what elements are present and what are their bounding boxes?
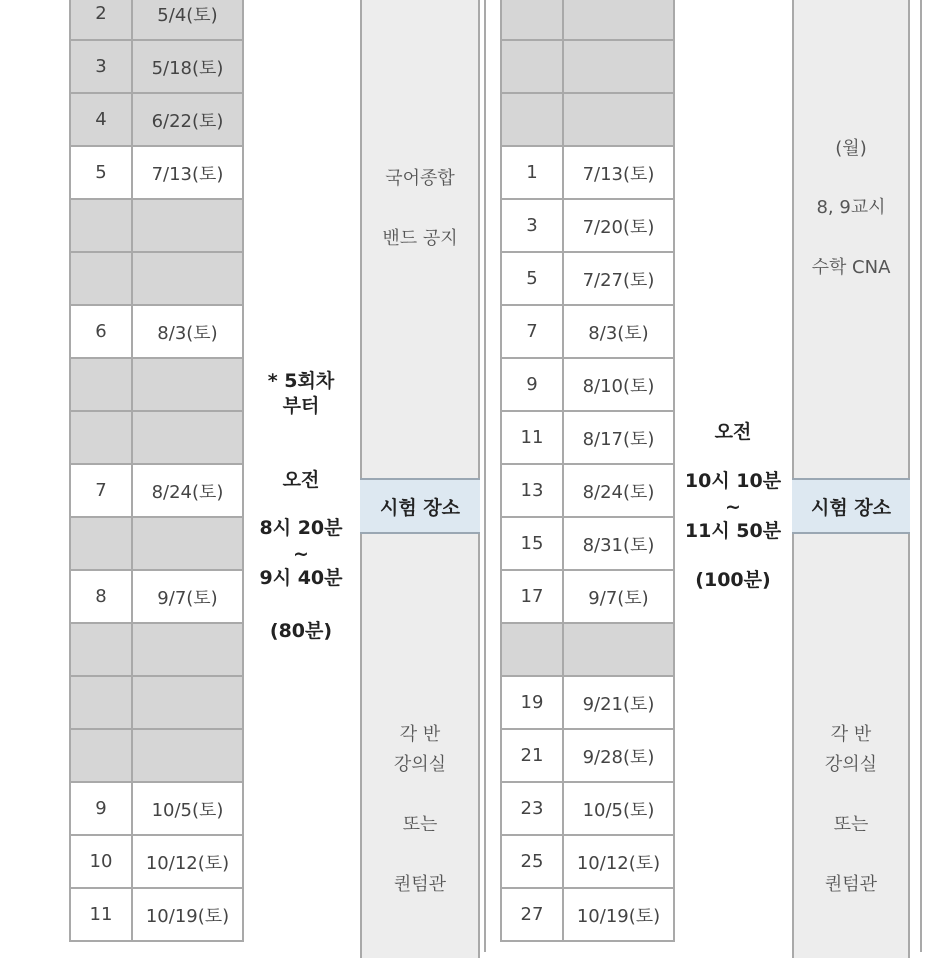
- right-place-line-4: 퀀텀관: [824, 874, 878, 895]
- right-time-period: 오전: [714, 421, 752, 443]
- exam-date-cell: [563, 623, 674, 676]
- exam-date-cell: [132, 252, 243, 305]
- round-number-cell: 21: [501, 729, 563, 782]
- exam-date-cell: 8/31(토): [563, 517, 674, 570]
- schedule-row: [501, 411, 674, 464]
- right-notice-line-1: (월): [835, 138, 867, 159]
- exam-date-cell: 9/7(토): [563, 570, 674, 623]
- exam-date-cell: 10/12(토): [563, 835, 674, 888]
- right-time-end: 11시 50분: [684, 520, 782, 542]
- schedule-row: [70, 146, 243, 199]
- schedule-row: [501, 252, 674, 305]
- exam-date-cell: [132, 358, 243, 411]
- schedule-row: [501, 570, 674, 623]
- round-number-cell: 25: [501, 835, 563, 888]
- round-number-cell: 9: [501, 358, 563, 411]
- schedule-row: [70, 835, 243, 888]
- round-number-cell: [70, 411, 132, 464]
- schedule-row: [70, 411, 243, 464]
- round-number-cell: 10: [70, 835, 132, 888]
- exam-date-cell: [132, 623, 243, 676]
- round-number-cell: 6: [70, 305, 132, 358]
- left-time-duration: (80분): [269, 620, 333, 642]
- schedule-row: [70, 888, 243, 941]
- exam-date-cell: 5/4(토): [132, 0, 243, 40]
- right-exam-place-band: 시험 장소: [792, 478, 910, 534]
- schedule-row: [501, 464, 674, 517]
- schedule-row: [70, 305, 243, 358]
- round-number-cell: 7: [70, 464, 132, 517]
- exam-date-cell: [132, 517, 243, 570]
- left-schedule-table: [69, 0, 244, 942]
- exam-date-cell: 10/5(토): [132, 782, 243, 835]
- schedule-row: [501, 199, 674, 252]
- round-number-cell: 5: [501, 252, 563, 305]
- exam-date-cell: 8/24(토): [563, 464, 674, 517]
- round-number-cell: [70, 358, 132, 411]
- exam-date-cell: [132, 676, 243, 729]
- exam-date-cell: 8/24(토): [132, 464, 243, 517]
- round-number-cell: 3: [70, 40, 132, 93]
- schedule-row: [501, 835, 674, 888]
- left-time-note-1: * 5회차: [267, 370, 335, 392]
- right-time-start: 10시 10분: [684, 470, 782, 492]
- round-number-cell: [70, 623, 132, 676]
- round-number-cell: 15: [501, 517, 563, 570]
- schedule-row: [70, 782, 243, 835]
- right-schedule-body: [501, 0, 674, 941]
- round-number-cell: 11: [501, 411, 563, 464]
- schedule-row: [70, 676, 243, 729]
- exam-date-cell: 8/3(토): [132, 305, 243, 358]
- round-number-cell: 5: [70, 146, 132, 199]
- half-divider: [484, 0, 486, 952]
- schedule-row: [70, 0, 243, 40]
- exam-date-cell: 9/21(토): [563, 676, 674, 729]
- round-number-cell: [501, 93, 563, 146]
- round-number-cell: [501, 623, 563, 676]
- exam-date-cell: 7/27(토): [563, 252, 674, 305]
- round-number-cell: 4: [70, 93, 132, 146]
- left-time-tilde: ~: [293, 543, 309, 565]
- exam-date-cell: 8/3(토): [563, 305, 674, 358]
- exam-date-cell: [132, 199, 243, 252]
- left-place-line-4: 퀀텀관: [393, 874, 447, 895]
- schedule-row: [70, 358, 243, 411]
- schedule-row: [501, 0, 674, 40]
- round-number-cell: [70, 252, 132, 305]
- right-notice-line-3: 수학 CNA: [811, 257, 891, 278]
- exam-date-cell: [563, 40, 674, 93]
- round-number-cell: 17: [501, 570, 563, 623]
- schedule-row: [501, 888, 674, 941]
- right-notice-line-2: 8, 9교시: [816, 197, 886, 218]
- exam-date-cell: [563, 0, 674, 40]
- left-place-line-3: 또는: [402, 814, 438, 835]
- left-place-line-2: 강의실: [393, 754, 447, 775]
- schedule-row: [501, 146, 674, 199]
- left-schedule-body: [70, 0, 243, 941]
- round-number-cell: 13: [501, 464, 563, 517]
- schedule-row: [70, 252, 243, 305]
- schedule-row: [70, 729, 243, 782]
- round-number-cell: 9: [70, 782, 132, 835]
- schedule-row: [70, 199, 243, 252]
- exam-date-cell: 10/12(토): [132, 835, 243, 888]
- schedule-row: [70, 623, 243, 676]
- schedule-row: [501, 782, 674, 835]
- round-number-cell: 11: [70, 888, 132, 941]
- left-time-start: 8시 20분: [259, 517, 343, 539]
- right-place-line-1: 각 반: [830, 724, 872, 745]
- left-place-line-1: 각 반: [399, 724, 441, 745]
- left-time-period: 오전: [282, 469, 320, 491]
- schedule-row: [501, 676, 674, 729]
- left-time-end: 9시 40분: [259, 567, 343, 589]
- exam-date-cell: 5/18(토): [132, 40, 243, 93]
- schedule-row: [70, 93, 243, 146]
- schedule-row: [501, 358, 674, 411]
- round-number-cell: [70, 729, 132, 782]
- round-number-cell: [70, 517, 132, 570]
- round-number-cell: 1: [501, 146, 563, 199]
- schedule-row: [70, 570, 243, 623]
- schedule-row: [501, 517, 674, 570]
- left-notice-line-1: 국어종합: [385, 168, 455, 189]
- left-exam-place-band: 시험 장소: [360, 478, 480, 534]
- schedule-row: [70, 40, 243, 93]
- round-number-cell: 2: [70, 0, 132, 40]
- right-time-tilde: ~: [725, 496, 741, 518]
- exam-date-cell: [132, 729, 243, 782]
- right-time-duration: (100분): [695, 569, 771, 591]
- schedule-row: [501, 729, 674, 782]
- round-number-cell: [501, 40, 563, 93]
- round-number-cell: [501, 0, 563, 40]
- exam-date-cell: 9/7(토): [132, 570, 243, 623]
- exam-date-cell: 7/20(토): [563, 199, 674, 252]
- exam-date-cell: 7/13(토): [563, 146, 674, 199]
- schedule-row: [501, 40, 674, 93]
- schedule-row: [70, 464, 243, 517]
- exam-date-cell: 10/5(토): [563, 782, 674, 835]
- schedule-row: [70, 517, 243, 570]
- round-number-cell: 27: [501, 888, 563, 941]
- round-number-cell: 23: [501, 782, 563, 835]
- right-place-line-3: 또는: [833, 814, 869, 835]
- exam-date-cell: [132, 411, 243, 464]
- left-time-note-2: 부터: [282, 395, 320, 417]
- exam-date-cell: 9/28(토): [563, 729, 674, 782]
- schedule-row: [501, 93, 674, 146]
- schedule-row: [501, 623, 674, 676]
- round-number-cell: 8: [70, 570, 132, 623]
- left-notice-line-2: 밴드 공지: [382, 228, 458, 249]
- right-edge-line: [920, 0, 922, 952]
- round-number-cell: 7: [501, 305, 563, 358]
- round-number-cell: 3: [501, 199, 563, 252]
- round-number-cell: [70, 676, 132, 729]
- exam-date-cell: 8/10(토): [563, 358, 674, 411]
- exam-date-cell: 10/19(토): [132, 888, 243, 941]
- right-place-line-2: 강의실: [824, 754, 878, 775]
- exam-date-cell: 6/22(토): [132, 93, 243, 146]
- exam-date-cell: 10/19(토): [563, 888, 674, 941]
- round-number-cell: 19: [501, 676, 563, 729]
- round-number-cell: [70, 199, 132, 252]
- schedule-row: [501, 305, 674, 358]
- exam-date-cell: 8/17(토): [563, 411, 674, 464]
- exam-date-cell: 7/13(토): [132, 146, 243, 199]
- right-schedule-table: [500, 0, 675, 942]
- exam-date-cell: [563, 93, 674, 146]
